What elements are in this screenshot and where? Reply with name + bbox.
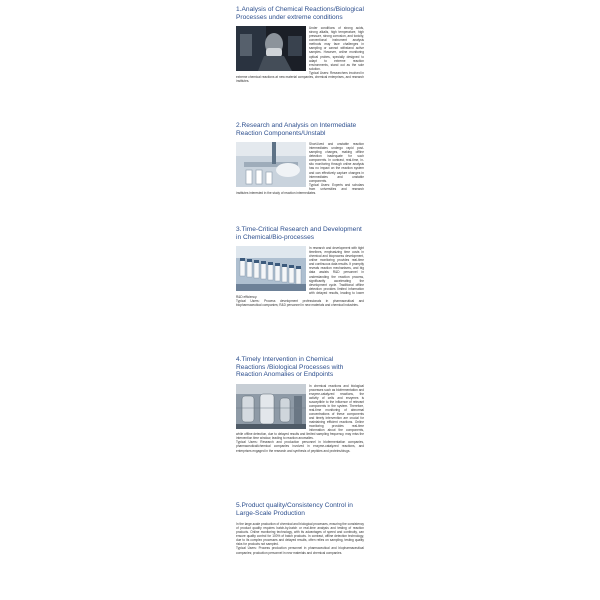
content-column bbox=[236, 6, 364, 555]
section-2 bbox=[236, 122, 364, 226]
lab-pipette-image bbox=[236, 142, 306, 187]
section-description: Under conditions of strong acids, strong alkalis, high temperature, high pressure, strong corrosion, and toxicity, conventional instrument analysis methods may face challenges in sampling or cannot withstand active samples. However, online monitoring optical probes, specially designed to adapt to extreme reaction environments, stand out as the sole solution. bbox=[309, 26, 364, 71]
section-body bbox=[236, 26, 364, 83]
section-title: 5.Product quality/Consistency Control in Large-Scale Production bbox=[236, 502, 353, 517]
section-body bbox=[236, 384, 364, 453]
researcher-mask-image bbox=[236, 26, 306, 71]
section-description: Short-lived and unstable reaction intermediates undergo rapid post-sampling changes, making offline detection inadequate for such components. In contrast, real-time, in-situ monitoring through online analysis has no impact on the reaction system and can effectively capture changes in intermediates and unstable components. bbox=[309, 142, 364, 183]
section-4 bbox=[236, 356, 364, 502]
section-description: In chemical reactions and biological processes such as biofermentation and enzyme-catalyzed reactions, the activity of cells and enzymes is susceptible to the influence of relevant components in the system. Therefore, real-time monitoring of abnormal concentrations of these components and timely intervention are crucial for maintaining efficient reactions. Online monitoring provides real-time information about the components, while offline detection, due to delayed results and limited sampling frequency, may miss the intervention time window, leading to reaction anomalies. bbox=[236, 383, 364, 441]
vials-image bbox=[236, 246, 306, 291]
section-body bbox=[236, 246, 364, 307]
section-typical-users: Typical Users: Process production personnel in pharmaceutical and biopharmaceutical companies; production personnel in new materials and chemical companies. bbox=[236, 546, 364, 555]
section-body bbox=[236, 142, 364, 195]
section-typical-users: Typical Users: Researchers involved in extreme chemical reactions at new material companies, chemical enterprises, and research institutes. bbox=[236, 70, 364, 83]
section-title: 4.Timely Intervention in Chemical Reactions /Biological Processes with Reaction Anomalies or Endpoints bbox=[236, 356, 344, 379]
section-5 bbox=[236, 502, 364, 555]
bioreactor-image bbox=[236, 384, 306, 429]
section-typical-users: Typical Users: Process development professionals in pharmaceutical and biopharmaceutical companies; R&D personnel in new materials and chemical industries. bbox=[236, 298, 364, 307]
section-typical-users: Typical Users: Research and production personnel in biofermentation companies, pharmaceutical/chemical companies involved in enzyme-catalyzed reactions, and enterprises engaged in the research and synthesis of peptides and proteins/drugs. bbox=[236, 440, 364, 453]
section-1 bbox=[236, 6, 364, 122]
section-description: In the large-scale production of chemical and biological processes, ensuring the consistency of product quality requires batch-by-batch or real-time analysis and testing of reaction products. Online monitoring technology, with its advantages of speed and continuity, can ensure quality control for 100% of batch products. In contrast, offline detection technology, due to its complex processes and delayed results, often relies on sampling, testing quality risks for products not sampled. bbox=[236, 522, 364, 547]
section-typical-users: Typical Users: Experts and scholars from universities and research institutes interested in the study of reaction intermediates. bbox=[236, 182, 364, 195]
section-description: In research and development with tight timelines, emphasizing time costs in chemical and bioprocess development, online monitoring provides real-time and continuous data results. It promptly reveals reaction mechanisms, and big data assists R&D personnel in understanding the reaction process, significantly accelerating the development cycle. Traditional offline detection provides limited information with delayed results, leading to lower R&D efficiency. bbox=[236, 246, 364, 299]
section-title: 2.Research and Analysis on Intermediate Reaction Components/Unstabl bbox=[236, 122, 357, 137]
section-body bbox=[236, 522, 364, 554]
section-3 bbox=[236, 226, 364, 356]
section-title: 3.Time-Critical Research and Development in Chemical/Bio-processes bbox=[236, 226, 362, 241]
section-title: 1.Analysis of Chemical Reactions/Biological Processes under extreme conditions bbox=[236, 6, 364, 21]
